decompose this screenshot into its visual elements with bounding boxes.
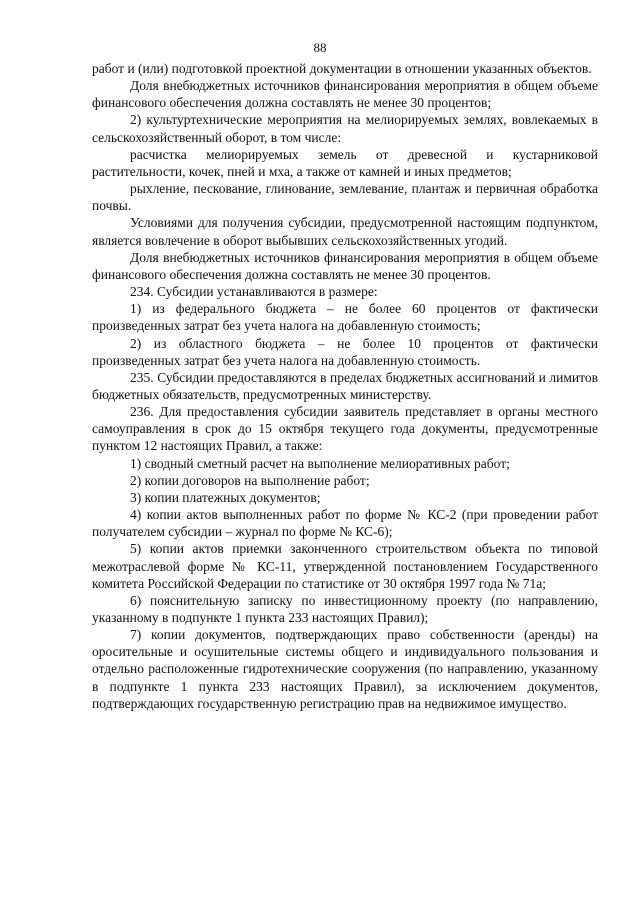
paragraph: Доля внебюджетных источников финансирования мероприятия в общем объеме финансового обеспечения должна составлять не менее 30 процентов; — [92, 78, 598, 111]
paragraph: 1) сводный сметный расчет на выполнение мелиоративных работ; — [130, 455, 510, 471]
page-number: 88 — [313, 40, 327, 55]
paragraph: Доля внебюджетных источников финансирования мероприятия в общем объеме финансового обеспечения должна составлять не менее 30 процентов. — [92, 249, 598, 282]
paragraph: 2) копии договоров на выполнение работ; — [130, 472, 370, 488]
paragraph: работ и (или) подготовкой проектной документации в отношении указанных объектов. — [92, 61, 592, 76]
paragraph: 235. Субсидии предоставляются в пределах бюджетных ассигнований и лимитов бюджетных обязательств, предусмотренных министерству. — [92, 369, 598, 402]
paragraph: 234. Субсидии устанавливаются в размере: — [130, 284, 378, 300]
paragraph: 4) копии актов выполненных работ по форме № КС-2 (при проведении работ получателем субсидии – журнал по форме № КС-6); — [92, 507, 598, 540]
paragraph: Условиями для получения субсидии, предусмотренной настоящим подпунктом, является вовлечение в оборот выбывших сельскохозяйственных угодий. — [92, 215, 598, 248]
paragraph: 2) культуртехнические мероприятия на мелиорируемых землях, вовлекаемых в сельскохозяйственный оборот, в том числе: — [92, 112, 598, 145]
paragraph: 6) пояснительную записку по инвестиционному проекту (по направлению, указанному в подпункте 1 пункта 233 настоящих Правил); — [92, 592, 598, 625]
paragraph: расчистка мелиорируемых земель от древесной и кустарниковой растительности, кочек, пней и мха, а также от камней и иных предметов; — [92, 146, 598, 179]
document-body — [92, 60, 598, 712]
paragraph: рыхление, пескование, глинование, землевание, плантаж и первичная обработка почвы. — [92, 181, 598, 214]
paragraph: 3) копии платежных документов; — [130, 489, 321, 505]
paragraph: 236. Для предоставления субсидии заявитель представляет в органы местного самоуправления в срок до 15 октября текущего года документы, предусмотренные пунктом 12 настоящих Правил, а также: — [92, 404, 598, 454]
paragraph: 1) из федерального бюджета – не более 60 процентов от фактически произведенных затрат без учета налога на добавленную стоимость; — [92, 301, 598, 334]
paragraph: 5) копии актов приемки законченного строительством объекта по типовой межотраслевой форме № КС-11, утвержденной постановлением Государственного комитета Российской Федерации по статистике от 30 октября 1997 года № 71а; — [92, 541, 598, 591]
paragraph: 7) копии документов, подтверждающих право собственности (аренды) на оросительные и осушительные системы общего и индивидуального пользования и отдельно расположенные гидротехнические сооружения (по направлению, указанному в подпункте 1 пункта 233 настоящих Правил), за исключением документов, подтверждающих государственную регистрацию прав на недвижимое имущество. — [92, 627, 598, 711]
paragraph: 2) из областного бюджета – не более 10 процентов от фактически произведенных затрат без учета налога на добавленную стоимость. — [92, 335, 598, 368]
